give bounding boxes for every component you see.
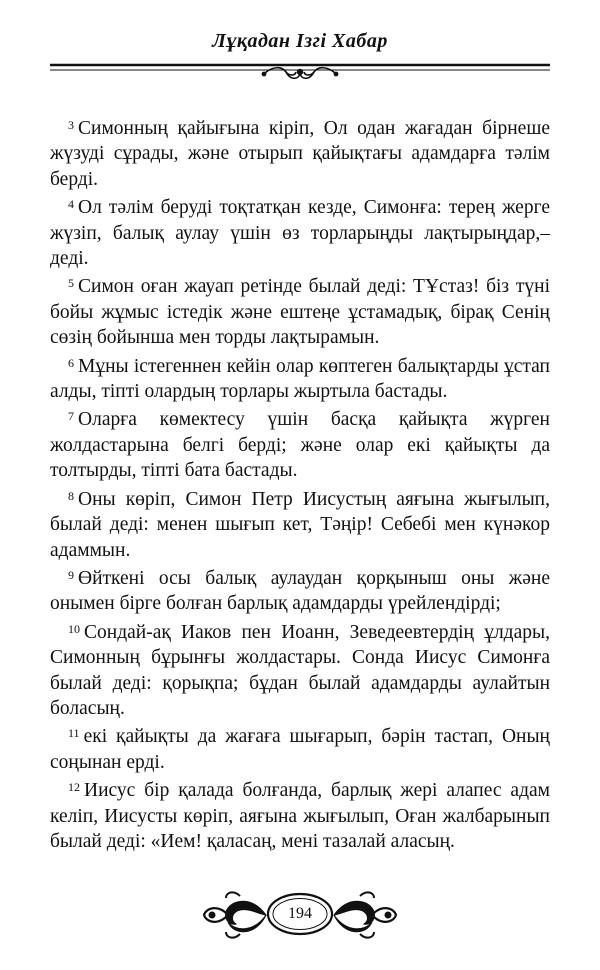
verse-list xyxy=(50,116,550,857)
scroll-ornament-icon xyxy=(262,68,337,79)
page-number: 194 xyxy=(288,905,312,922)
verse-5 xyxy=(50,274,550,350)
verse-number: 3 xyxy=(68,118,74,132)
verse-number: 6 xyxy=(68,355,74,370)
verse-number: 7 xyxy=(68,409,74,424)
verse-12 xyxy=(50,778,550,854)
verse-6 xyxy=(50,354,550,405)
verse-text: Ол тәлім беруді тоқтатқан кезде, Симонға: терең жерге жүзіп, балық аулау үшін өз торларыңды лақтырыңдар,– деді. xyxy=(50,197,550,270)
verse-4 xyxy=(50,195,550,271)
verse-text: Иисус бір қалада болғанда, барлық жері алапес адам келіп, Иисусты көріп, аяғына жығылып, Оған жалбарынып былай деді: «Ием! қаласаң, мені тазалай аласың. xyxy=(50,780,550,852)
verse-9 xyxy=(50,566,550,617)
verse-text: екі қайықты да жағаға шығарып, бәрін тастап, Оның соңынан ерді. xyxy=(50,726,550,773)
running-header-title: Лұқадан Ізгі Хабар xyxy=(212,30,388,52)
verse-text: Сондай-ақ Иаков пен Иоанн, Зеведеевтердің ұлдары, Симонның бұрынғы жолдастары. Сонда Иисус Симонға былай деді: қорықпа; бұдан былай адамдарды аулайтын боласың. xyxy=(50,621,550,719)
verse-number: 10 xyxy=(68,621,80,636)
verse-10 xyxy=(50,620,550,722)
verse-7 xyxy=(50,407,550,483)
header-rule-ornament xyxy=(50,62,550,82)
verse-8 xyxy=(50,487,550,563)
verse-number: 5 xyxy=(68,276,74,291)
verse-number: 9 xyxy=(68,567,74,582)
verse-number: 12 xyxy=(68,780,80,795)
verse-text: Мұны істегеннен кейін олар көптеген балықтарды ұстап алды, тіпті олардың торлары жыртыла бастады. xyxy=(50,355,550,403)
right-flourish-icon xyxy=(334,892,396,937)
left-flourish-icon xyxy=(204,892,266,937)
verse-text: Оларға көмектесу үшін басқа қайықта жүрген жолдастарына белгі берді; және олар екі қайықты да толтырды, тіпті бата бастады. xyxy=(50,409,550,482)
verse-number: 4 xyxy=(68,197,74,212)
verse-text: Оны көріп, Симон Петр Иисустың аяғына жығылып, былай деді: менен шығып кет, Тәңір! Себебі мен күнәкор адаммын. xyxy=(50,488,550,561)
verse-number: 11 xyxy=(68,726,80,741)
verse-text: Симон оған жауап ретінде былай деді: ТҰстаз! біз түні бойы жұмыс істедік және ештеңе ұстамадық, бірақ Сенің сөзің бойынша мен торды лақтырамын. xyxy=(50,276,550,349)
verse-text: Өйткені осы балық аулаудан қорқыныш оны және онымен бірге болған барлық адамдарды үрейлендірді; xyxy=(50,567,550,615)
verse-text: Симонның қайығына кіріп, Ол одан жағадан бірнеше жүзуді сұрады, және отырып қайықтағы адамдарға тәлім берді. xyxy=(50,118,550,190)
verse-3 xyxy=(50,116,550,192)
verse-11 xyxy=(50,724,550,775)
verse-number: 8 xyxy=(68,488,74,503)
